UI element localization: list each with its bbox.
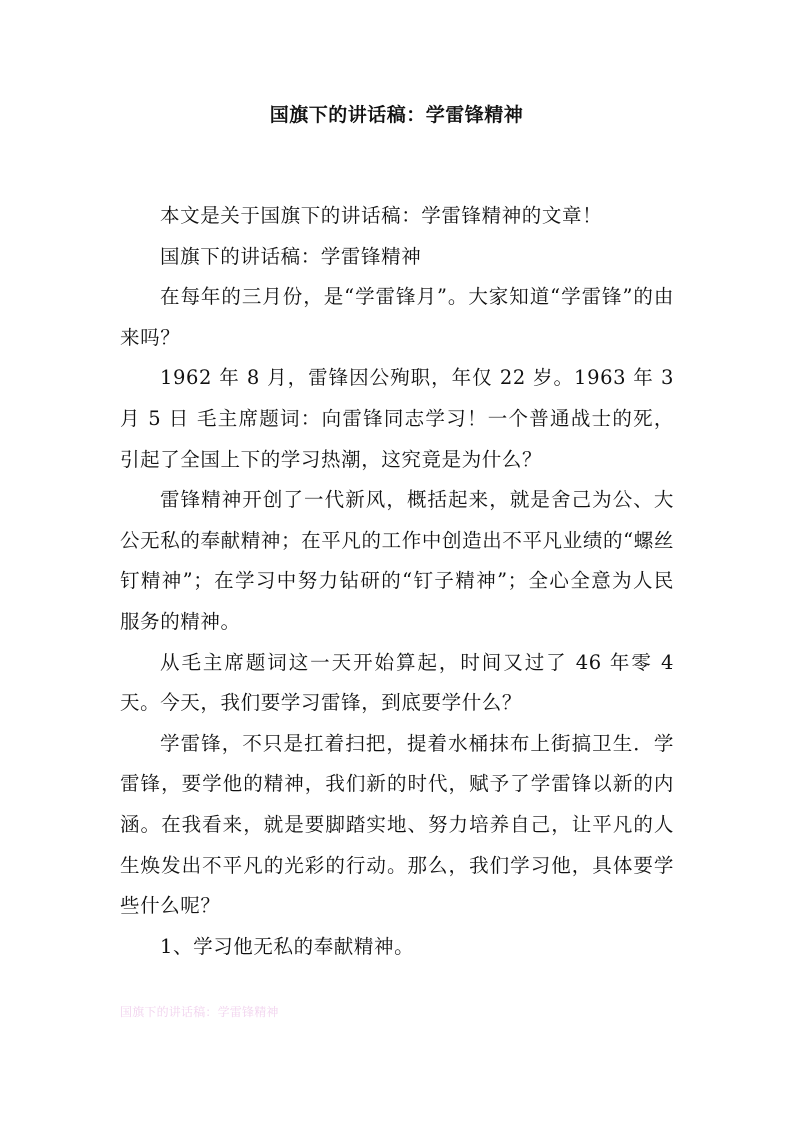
paragraph-today: 从毛主席题词这一天开始算起，时间又过了 46 年零 4 天。今天，我们要学习雷锋，到底要学什么？ xyxy=(120,650,674,715)
paragraph-intro: 本文是关于国旗下的讲话稿：学雷锋精神的文章！ xyxy=(160,204,603,227)
paragraph-subtitle: 国旗下的讲话稿：学雷锋精神 xyxy=(160,244,422,268)
document-body xyxy=(120,196,674,967)
paragraph-history: 1962 年 8 月，雷锋因公殉职，年仅 22 岁。1963 年 3 月 5 日 毛主席题词：向雷锋同志学习！一个普通战士的死，引起了全国上下的学习热潮，这究竟是为什么？ xyxy=(120,366,674,471)
faint-footer-text: 国旗下的讲话稿：学雷锋精神 xyxy=(120,1005,279,1019)
document-title: 国旗下的讲话稿：学雷锋精神 xyxy=(269,104,524,126)
paragraph-march: 在每年的三月份，是“学雷锋月”。大家知道“学雷锋”的由来吗？ xyxy=(120,285,674,349)
paragraph-meaning: 学雷锋，不只是扛着扫把，提着水桶抹布上街搞卫生．学雷锋，要学他的精神，我们新的时代，赋予了学雷锋以新的内涵。在我看来，就是要脚踏实地、努力培养自己，让平凡的人生焕发出不平凡的光彩的行动。那么，我们学习他，具体要学些什么呢？ xyxy=(120,731,674,918)
paragraph-spirit: 雷锋精神开创了一代新风，概括起来，就是舍己为公、大公无私的奉献精神；在平凡的工作中创造出不平凡业绩的“螺丝钉精神”；在学习中努力钻研的“钉子精神”；全心全意为人民服务的精神。 xyxy=(120,488,674,633)
paragraph-point-one: 1、学习他无私的奉献精神。 xyxy=(160,934,415,958)
